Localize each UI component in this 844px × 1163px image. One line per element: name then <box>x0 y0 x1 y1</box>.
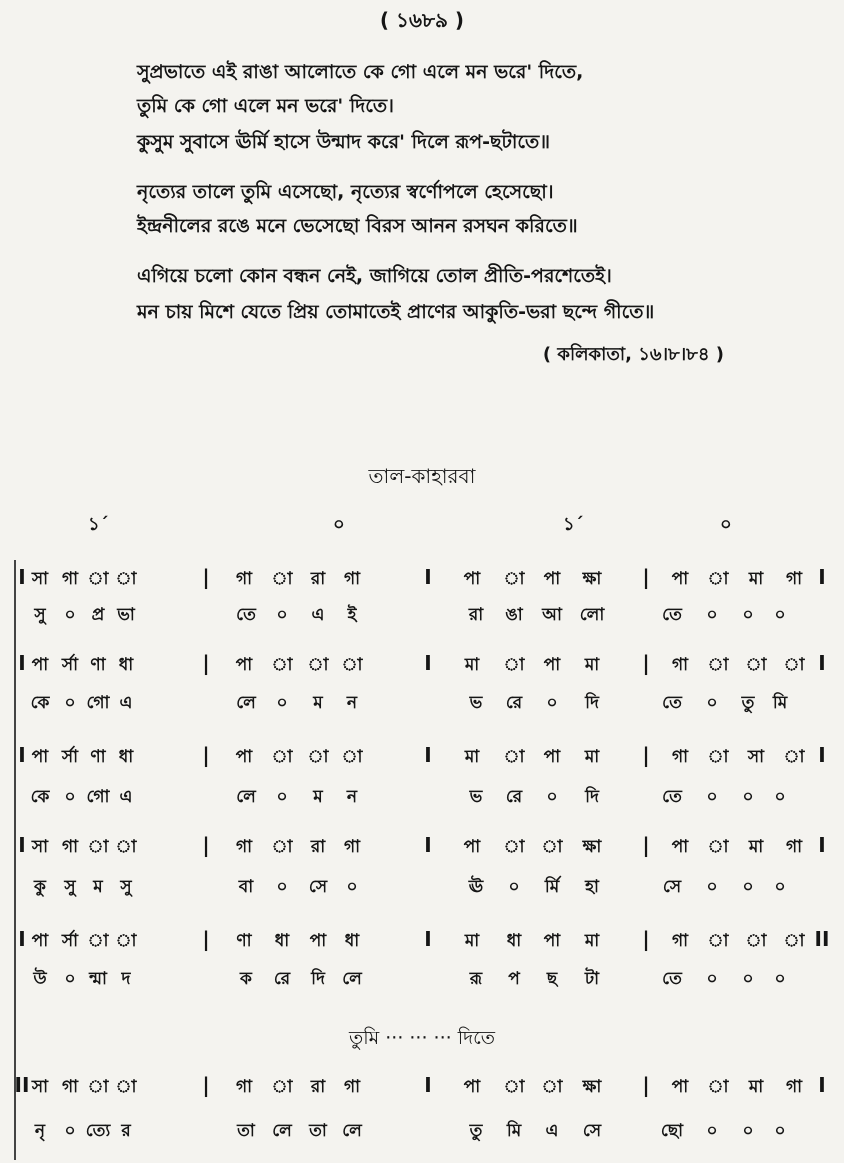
lyric-syllable: ০ <box>706 969 718 989</box>
lyric-syllable: ভ <box>469 787 483 807</box>
bar-line: | <box>202 1073 210 1097</box>
bar-line: I <box>18 651 26 675</box>
bar-line: I <box>818 565 826 589</box>
lyric-syllable: রে <box>505 693 523 713</box>
swara-note: রা <box>310 569 326 589</box>
lyric-syllable: ০ <box>276 693 288 713</box>
lyric-syllable: হা <box>585 877 599 897</box>
swara-note: া <box>783 931 805 951</box>
lyric-syllable: বা <box>238 877 254 897</box>
lyric-syllable: ০ <box>64 969 76 989</box>
lyric-syllable: ০ <box>706 787 718 807</box>
lyric-syllable: ০ <box>706 693 718 713</box>
swara-note: মা <box>748 837 764 857</box>
swara-note: র্সা <box>61 931 79 951</box>
lyric-syllable: কে <box>30 693 50 713</box>
swara-note: া <box>87 931 109 951</box>
swara-note: া <box>707 931 729 951</box>
lyric-syllable: গো <box>86 693 110 713</box>
swara-note: গা <box>61 837 79 857</box>
swara-note: র্সা <box>61 747 79 767</box>
bar-line: I <box>18 743 26 767</box>
lyric-syllable: লে <box>342 1121 362 1141</box>
swara-note: পা <box>463 569 481 589</box>
bar-line: I <box>18 833 26 857</box>
bar-line: I <box>424 927 432 951</box>
lyric-syllable: কে <box>30 787 50 807</box>
lyric-syllable: তে <box>662 693 682 713</box>
bar-line: I <box>424 833 432 857</box>
verse-line: মন চায় মিশে যেতে প্রিয় তোমাতেই প্রাণের আকুতি-ভরা ছন্দে গীতে॥ <box>137 301 655 323</box>
bar-line: | <box>642 743 650 767</box>
lyric-syllable: রে <box>505 787 523 807</box>
lyric-syllable: ০ <box>276 605 288 625</box>
verse-line: নৃত্যের তালে তুমি এসেছো, নৃত্যের স্বর্ণোপলে হেসেছো। <box>137 181 554 203</box>
swara-note: ক্ষা <box>582 569 602 589</box>
swara-row <box>0 566 844 600</box>
swara-note: া <box>783 655 805 675</box>
swara-note: া <box>271 747 293 767</box>
swara-note: মা <box>584 747 600 767</box>
lyric-syllable: দি <box>585 787 599 807</box>
lyric-syllable: প্র <box>91 605 105 625</box>
swara-note: া <box>503 1077 525 1097</box>
swara-note: মা <box>584 655 600 675</box>
swara-note: ক্ষা <box>582 837 602 857</box>
swara-note: গা <box>61 569 79 589</box>
bar-line: I <box>424 1073 432 1097</box>
swara-note: া <box>271 569 293 589</box>
swara-note: া <box>707 569 729 589</box>
bar-line: | <box>202 565 210 589</box>
lyric-syllable: ০ <box>742 1121 754 1141</box>
beat-mark: ১´ <box>88 514 109 535</box>
swara-note: া <box>271 655 293 675</box>
swara-note: গা <box>343 569 361 589</box>
lyric-row <box>0 874 844 908</box>
swara-note: সা <box>31 1077 49 1097</box>
lyric-syllable: দ <box>121 969 131 989</box>
bar-line: I <box>818 743 826 767</box>
lyric-syllable: ন <box>346 787 358 807</box>
lyric-syllable: ন <box>346 693 358 713</box>
swara-note: পা <box>463 1077 481 1097</box>
swara-note: পা <box>235 747 253 767</box>
bar-line: | <box>202 927 210 951</box>
swara-note: ধা <box>118 655 134 675</box>
lyric-syllable: ত্যে <box>85 1121 111 1141</box>
swara-note: া <box>707 747 729 767</box>
verse-line: ইন্দ্রনীলের রঙে মনে ভেসেছো বিরস আনন রসঘন করিতে॥ <box>137 215 578 237</box>
swara-note: া <box>341 747 363 767</box>
swara-note: গা <box>61 1077 79 1097</box>
lyric-syllable: লে <box>236 787 256 807</box>
lyric-syllable: তে <box>236 605 256 625</box>
lyric-syllable: ছ <box>546 969 558 989</box>
swara-note: সা <box>31 569 49 589</box>
swara-note: া <box>503 837 525 857</box>
lyric-syllable: ০ <box>706 877 718 897</box>
lyric-syllable: ০ <box>774 1121 786 1141</box>
lyric-syllable: মি <box>506 1121 522 1141</box>
lyric-syllable: ০ <box>774 969 786 989</box>
lyric-syllable: ০ <box>774 787 786 807</box>
swara-note: পা <box>543 931 561 951</box>
swara-note: া <box>745 655 767 675</box>
swara-note: া <box>341 655 363 675</box>
lyric-syllable: ০ <box>64 787 76 807</box>
lyric-syllable: রূ <box>469 969 483 989</box>
lyric-syllable: ঊ <box>468 877 484 897</box>
swara-note: া <box>307 655 329 675</box>
verse-line: সুপ্রভাতে এই রাঙা আলোতে কে গো এলে মন ভরে' দিতে, <box>137 61 584 83</box>
lyric-syllable: মি <box>772 693 788 713</box>
lyric-syllable: ই <box>347 605 357 625</box>
swara-note: পা <box>671 569 689 589</box>
lyric-syllable: তে <box>662 969 682 989</box>
swara-note: পা <box>31 655 49 675</box>
swara-note: পা <box>235 655 253 675</box>
swara-note: া <box>783 747 805 767</box>
swara-note: া <box>745 931 767 951</box>
verse-line: এগিয়ে চলো কোন বন্ধন নেই, জাগিয়ে তোল প্রীতি-পরশেতেই। <box>137 265 612 287</box>
swara-note: ধা <box>118 747 134 767</box>
lyric-syllable: ম <box>313 787 323 807</box>
swara-note: া <box>115 1077 137 1097</box>
swara-note: ধা <box>344 931 360 951</box>
swara-note: গা <box>785 837 803 857</box>
lyric-syllable: রে <box>273 969 291 989</box>
lyric-syllable: এ <box>545 1121 559 1141</box>
beat-mark: ০ <box>333 514 345 535</box>
swara-note: গা <box>671 747 689 767</box>
swara-note: পা <box>543 747 561 767</box>
bar-line: I <box>818 833 826 857</box>
swara-note: ণা <box>90 655 106 675</box>
swara-note: া <box>271 1077 293 1097</box>
lyric-syllable: ম <box>313 693 323 713</box>
taal-label: তাল-কাহারবা <box>368 464 476 488</box>
lyric-syllable: আ <box>542 605 562 625</box>
bar-line: | <box>202 651 210 675</box>
swara-note: া <box>115 569 137 589</box>
swara-note: া <box>707 1077 729 1097</box>
lyric-syllable: এ <box>119 787 133 807</box>
swara-note: মা <box>748 569 764 589</box>
bar-line: | <box>642 1073 650 1097</box>
bar-line: I <box>818 1073 826 1097</box>
swara-note: র্সা <box>61 655 79 675</box>
swara-note: ধা <box>274 931 290 951</box>
swara-note: া <box>707 655 729 675</box>
lyric-syllable: সে <box>582 1121 602 1141</box>
lyric-syllable: রা <box>468 605 484 625</box>
bar-line: | <box>642 651 650 675</box>
swara-note: পা <box>671 837 689 857</box>
lyric-row <box>0 690 844 724</box>
lyric-syllable: ০ <box>774 605 786 625</box>
bar-line: I <box>424 565 432 589</box>
bar-line: I <box>18 927 26 951</box>
swara-note: া <box>87 1077 109 1097</box>
lyric-syllable: তে <box>662 605 682 625</box>
swara-note: া <box>115 931 137 951</box>
swara-note: সা <box>31 837 49 857</box>
song-number: ( ১৬৮৯ ) <box>379 8 465 32</box>
lyric-syllable: ০ <box>64 693 76 713</box>
bar-line: II <box>814 927 830 951</box>
lyric-row <box>0 966 844 1000</box>
lyric-syllable: লো <box>579 605 605 625</box>
swara-note: া <box>115 837 137 857</box>
lyric-syllable: কু <box>34 877 46 897</box>
swara-row <box>0 652 844 686</box>
lyric-syllable: ঙা <box>505 605 523 625</box>
swara-note: ণা <box>90 747 106 767</box>
swara-note: পা <box>543 655 561 675</box>
swara-note: মা <box>464 931 480 951</box>
lyric-syllable: ০ <box>64 605 76 625</box>
bar-line: | <box>642 565 650 589</box>
lyric-syllable: ম <box>93 877 103 897</box>
swara-note: ণা <box>236 931 252 951</box>
swara-note: গা <box>343 1077 361 1097</box>
swara-note: মা <box>748 1077 764 1097</box>
lyric-syllable: দি <box>585 693 599 713</box>
lyric-syllable: তে <box>662 787 682 807</box>
swara-note: গা <box>235 837 253 857</box>
lyric-syllable: ০ <box>742 969 754 989</box>
lyric-syllable: ভা <box>117 605 135 625</box>
lyric-syllable: ০ <box>64 1121 76 1141</box>
swara-note: া <box>707 837 729 857</box>
swara-note: া <box>271 837 293 857</box>
swara-note: ধা <box>506 931 522 951</box>
swara-note: গা <box>671 655 689 675</box>
swara-note: ক্ষা <box>582 1077 602 1097</box>
swara-note: গা <box>785 1077 803 1097</box>
lyric-syllable: ০ <box>346 877 358 897</box>
lyric-syllable: ০ <box>774 877 786 897</box>
lyric-syllable: ০ <box>742 877 754 897</box>
lyric-syllable: সে <box>308 877 328 897</box>
lyric-syllable: ০ <box>276 787 288 807</box>
swara-note: গা <box>671 931 689 951</box>
swara-note: গা <box>235 1077 253 1097</box>
lyric-syllable: র্মি <box>544 877 560 897</box>
lyric-row <box>0 602 844 636</box>
swara-note: পা <box>671 1077 689 1097</box>
lyric-syllable: ভ <box>469 693 483 713</box>
swara-note: া <box>503 747 525 767</box>
swara-note: পা <box>543 569 561 589</box>
lyric-syllable: ছো <box>660 1121 684 1141</box>
bar-line: II <box>14 1073 30 1097</box>
lyric-syllable: ০ <box>508 877 520 897</box>
swara-note: া <box>503 655 525 675</box>
beat-mark: ০ <box>720 514 732 535</box>
lyric-syllable: সে <box>662 877 682 897</box>
lyric-syllable: ০ <box>742 787 754 807</box>
lyric-syllable: তু <box>741 693 755 713</box>
swara-note: া <box>307 747 329 767</box>
lyric-syllable: ০ <box>546 693 558 713</box>
lyric-syllable: সু <box>120 877 132 897</box>
swara-note: পা <box>31 931 49 951</box>
swara-note: সা <box>747 747 765 767</box>
lyric-syllable: তু <box>469 1121 483 1141</box>
bar-line: I <box>424 651 432 675</box>
swara-note: া <box>541 837 563 857</box>
lyric-syllable: দি <box>311 969 325 989</box>
bar-line: I <box>18 565 26 589</box>
lyric-syllable: প <box>508 969 520 989</box>
lyric-syllable: সু <box>34 605 46 625</box>
lyric-syllable: গো <box>86 787 110 807</box>
bar-line: | <box>202 743 210 767</box>
lyric-syllable: র <box>121 1121 131 1141</box>
swara-note: া <box>87 569 109 589</box>
swara-row <box>0 744 844 778</box>
swara-note: রা <box>310 1077 326 1097</box>
swara-note: পা <box>31 747 49 767</box>
lyric-syllable: ক <box>240 969 252 989</box>
swara-note: গা <box>235 569 253 589</box>
beat-mark: ১´ <box>563 514 584 535</box>
bar-line: | <box>642 833 650 857</box>
swara-note: পা <box>463 837 481 857</box>
lyric-syllable: লে <box>342 969 362 989</box>
bar-line: I <box>818 651 826 675</box>
swara-row <box>0 1074 844 1108</box>
lyric-syllable: তা <box>309 1121 327 1141</box>
swara-note: মা <box>464 655 480 675</box>
lyric-syllable: সু <box>64 877 76 897</box>
lyric-syllable: ০ <box>742 605 754 625</box>
bar-line: I <box>424 743 432 767</box>
lyric-syllable: ০ <box>276 877 288 897</box>
swara-row <box>0 928 844 962</box>
lyric-row <box>0 784 844 818</box>
swara-note: মা <box>464 747 480 767</box>
bar-line: | <box>642 927 650 951</box>
swara-note: া <box>87 837 109 857</box>
verse-line: তুমি কে গো এলে মন ভরে' দিতে। <box>137 95 394 117</box>
lyric-syllable: ০ <box>706 605 718 625</box>
verse-line: কুসুম সুবাসে ঊর্মি হাসে উন্মাদ করে' দিলে রূপ-ছটাতে॥ <box>137 131 551 153</box>
lyric-syllable: ০ <box>706 1121 718 1141</box>
lyric-syllable: লে <box>236 693 256 713</box>
swara-note: গা <box>343 837 361 857</box>
lyric-syllable: টা <box>584 969 600 989</box>
swara-note: রা <box>310 837 326 857</box>
swara-note: গা <box>785 569 803 589</box>
bar-line: | <box>202 833 210 857</box>
lyric-syllable: নৃ <box>34 1121 46 1141</box>
lyric-syllable: তা <box>237 1121 255 1141</box>
lyric-syllable: এ <box>119 693 133 713</box>
swara-row <box>0 834 844 868</box>
swara-note: মা <box>584 931 600 951</box>
swara-note: া <box>541 1077 563 1097</box>
lyric-syllable: লে <box>272 1121 292 1141</box>
swara-note: পা <box>309 931 327 951</box>
lyric-syllable: এ <box>311 605 325 625</box>
refrain-reference: তুমি ··· ··· ··· দিতে <box>348 1027 496 1049</box>
lyric-syllable: উ <box>33 969 47 989</box>
lyric-row <box>0 1118 844 1152</box>
lyric-syllable: ন্মা <box>89 969 107 989</box>
swara-note: া <box>503 569 525 589</box>
lyric-syllable: ০ <box>546 787 558 807</box>
place-date: ( কলিকাতা, ১৬।৮।৮৪ ) <box>542 344 724 365</box>
